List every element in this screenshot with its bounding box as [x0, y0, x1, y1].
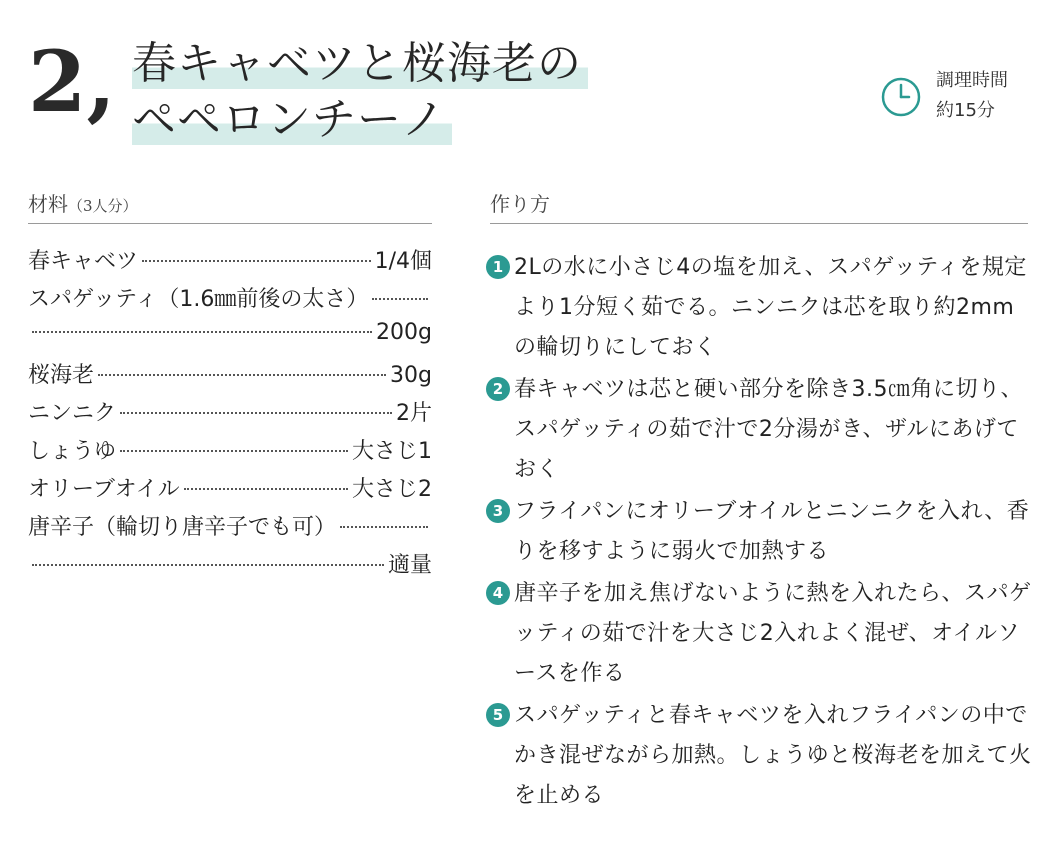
cooking-time	[936, 66, 1008, 126]
ingredient-name: 桜海老	[28, 363, 95, 388]
step-item	[486, 248, 1034, 368]
ingredient-row	[28, 548, 432, 586]
recipe-number: 2,	[28, 32, 116, 131]
dot-leader	[32, 331, 372, 333]
ingredient-row	[28, 282, 432, 320]
ingredient-amount: 200g	[376, 320, 432, 345]
step-number-badge: 5	[486, 703, 510, 727]
step-number-badge: 4	[486, 581, 510, 605]
materials-heading-label: 材料	[28, 192, 68, 216]
cooking-time-value: 約15分	[936, 100, 995, 121]
step-item	[486, 370, 1034, 490]
ingredient-row	[28, 510, 432, 548]
materials-heading	[28, 188, 432, 224]
cooking-time-label: 調理時間	[936, 70, 1008, 91]
ingredient-amount: 適量	[387, 553, 432, 578]
step-text: 唐辛子を加え焦げないように熱を入れたら、スパゲッティの茹で汁を大さじ2入れよく混ぜ、オイルソースを作る	[514, 581, 1032, 686]
dot-leader	[142, 260, 371, 262]
step-item	[486, 574, 1034, 694]
ingredient-row	[28, 320, 432, 358]
step-number-badge: 1	[486, 255, 510, 279]
ingredient-name: 春キャベツ	[28, 249, 139, 274]
ingredient-amount: 2片	[396, 401, 432, 426]
materials-servings: （3人分）	[68, 197, 138, 215]
step-text: 2Lの水に小さじ4の塩を加え、スパゲッティを規定より1分短く茹でる。ニンニクは芯を取り約2mmの輪切りにしておく	[514, 255, 1027, 360]
ingredient-name: しょうゆ	[28, 439, 117, 464]
ingredient-list	[28, 244, 432, 586]
step-item	[486, 492, 1034, 572]
step-number-badge: 3	[486, 499, 510, 523]
recipe-title-line-2: ペペロンチーノ	[132, 94, 452, 147]
ingredient-row	[28, 472, 432, 510]
dot-leader	[184, 488, 348, 490]
step-list	[486, 248, 1034, 818]
ingredient-name: スパゲッティ（1.6㎜前後の太さ）	[28, 287, 369, 312]
dot-leader	[372, 298, 428, 300]
ingredient-amount: 30g	[390, 363, 432, 388]
dot-leader	[120, 450, 348, 452]
dot-leader	[98, 374, 386, 376]
ingredient-row	[28, 434, 432, 472]
ingredient-name: オリーブオイル	[28, 477, 180, 502]
dot-leader	[120, 412, 392, 414]
step-number-badge: 2	[486, 377, 510, 401]
recipe-title-line-1: 春キャベツと桜海老の	[132, 38, 588, 91]
step-text: スパゲッティと春キャベツを入れフライパンの中でかき混ぜながら加熱。しょうゆと桜海老を加えて火を止める	[514, 703, 1032, 808]
dot-leader	[340, 526, 428, 528]
step-text: フライパンにオリーブオイルとニンニクを入れ、香りを移すように弱火で加熱する	[514, 499, 1030, 564]
step-item	[486, 696, 1034, 816]
ingredient-amount: 大さじ1	[352, 439, 432, 464]
clock-icon	[880, 76, 922, 118]
ingredient-row	[28, 358, 432, 396]
ingredient-name: 唐辛子（輪切り唐辛子でも可）	[28, 515, 337, 540]
dot-leader	[32, 564, 384, 566]
ingredient-amount: 1/4個	[374, 249, 432, 274]
method-heading-label: 作り方	[490, 192, 550, 216]
step-text: 春キャベツは芯と硬い部分を除き3.5㎝角に切り、スパゲッティの茹で汁で2分湯がき、ザルにあげておく	[514, 377, 1023, 482]
method-heading	[490, 188, 1028, 224]
ingredient-amount: 大さじ2	[352, 477, 432, 502]
ingredient-name: ニンニク	[28, 401, 117, 426]
ingredient-row	[28, 396, 432, 434]
ingredient-row	[28, 244, 432, 282]
